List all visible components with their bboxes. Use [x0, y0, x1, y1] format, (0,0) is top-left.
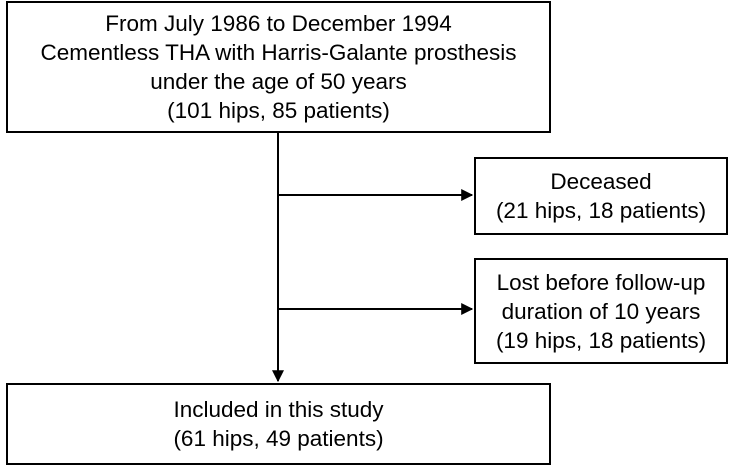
lost-line-1: Lost before follow-up [496, 269, 706, 295]
included-cohort-box [6, 383, 551, 465]
lost-line-2: duration of 10 years [501, 298, 701, 324]
initial-cohort-line-3: under the age of 50 years [150, 69, 407, 94]
initial-cohort-line-2: Cementless THA with Harris-Galante prosthesis [40, 40, 517, 65]
deceased-line-2: (21 hips, 18 patients) [495, 198, 707, 223]
deceased-box [474, 157, 728, 235]
included-line-2: (61 hips, 49 patients) [173, 426, 384, 451]
initial-cohort-line-4: (101 hips, 85 patients) [167, 98, 390, 123]
deceased-line-1: Deceased [550, 169, 652, 194]
included-line-1: Included in this study [173, 397, 384, 422]
initial-cohort-line-1: From July 1986 to December 1994 [105, 11, 452, 36]
lost-line-3: (19 hips, 18 patients) [495, 327, 707, 353]
lost-to-follow-up-box [474, 258, 728, 364]
initial-cohort-box [6, 1, 551, 133]
